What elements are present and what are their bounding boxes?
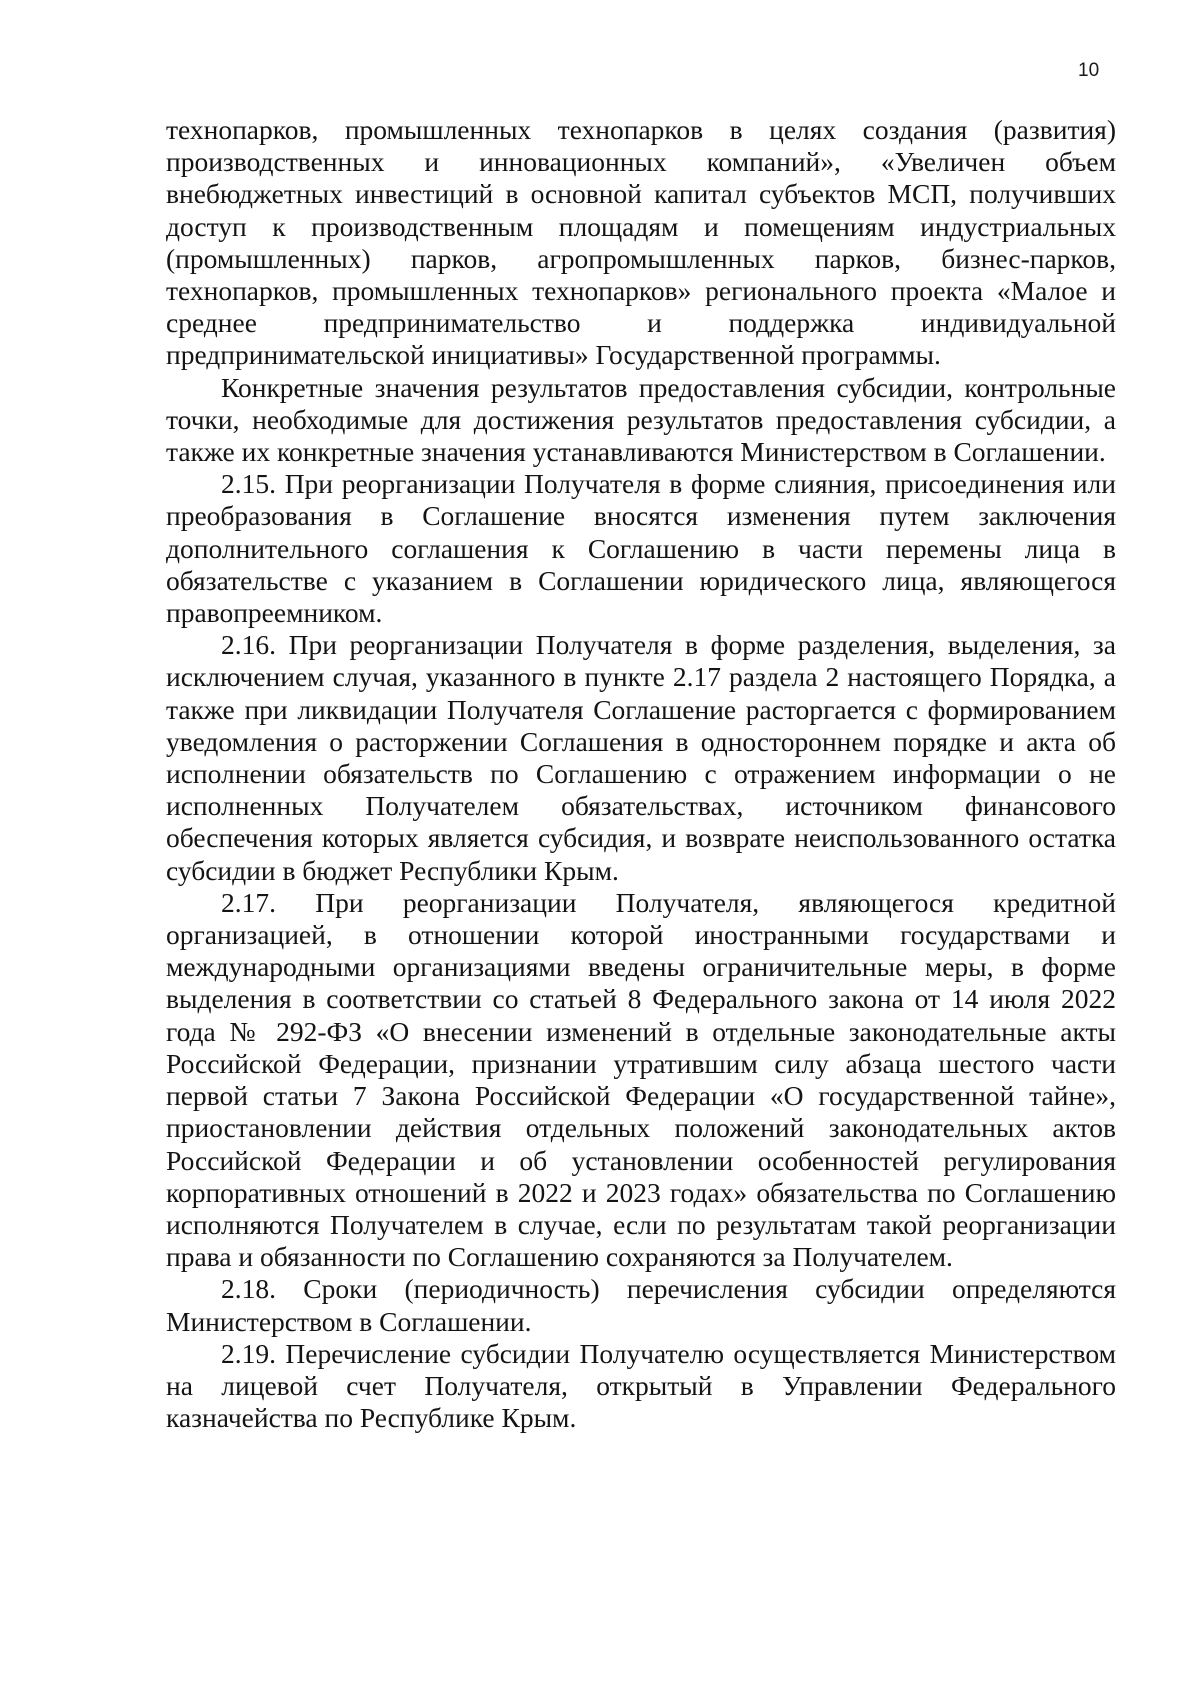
paragraph-2-19: 2.19. Перечисление субсидии Получателю осуществляется Министерством на лицевой счет Получателя, открытый в Управлении Федерального казначейства по Республике Крым. bbox=[166, 1337, 1116, 1434]
paragraph-2-18: 2.18. Сроки (периодичность) перечисления субсидии определяются Министерством в Соглашении. bbox=[166, 1273, 1116, 1337]
document-body bbox=[166, 114, 1116, 1434]
paragraph-result-values: Конкретные значения результатов предоставления субсидии, контрольные точки, необходимые для достижения результатов предоставления субсидии, а также их конкретные значения устанавливаются Министерством в Соглашении. bbox=[166, 371, 1116, 468]
paragraph-2-15: 2.15. При реорганизации Получателя в форме слияния, присоединения или преобразования в Соглашение вносятся изменения путем заключения дополнительного соглашения к Соглашению в части перемены лица в обязательстве с указанием в Соглашении юридического лица, являющегося правопреемником. bbox=[166, 468, 1116, 629]
page-number: 10 bbox=[1078, 60, 1100, 81]
paragraph-2-16: 2.16. При реорганизации Получателя в форме разделения, выделения, за исключением случая, указанного в пункте 2.17 раздела 2 настоящего Порядка, а также при ликвидации Получателя Соглашение расторгается с формированием уведомления о расторжении Соглашения в одностороннем порядке и акта об исполнении обязательств по Соглашению с отражением информации о не исполненных Получателем обязательствах, источником финансового обеспечения которых является субсидия, и возврате неиспользованного остатка субсидии в бюджет Республики Крым. bbox=[166, 629, 1116, 886]
paragraph-continuation: технопарков, промышленных технопарков в целях создания (развития) производственных и инновационных компаний», «Увеличен объем внебюджетных инвестиций в основной капитал субъектов МСП, получивших доступ к производственным площадям и помещениям индустриальных (промышленных) парков, агропромышленных парков, бизнес-парков, технопарков, промышленных технопарков» регионального проекта «Малое и среднее предпринимательство и поддержка индивидуальной предпринимательской инициативы» Государственной программы. bbox=[166, 114, 1116, 371]
paragraph-2-17: 2.17. При реорганизации Получателя, являющегося кредитной организацией, в отношении которой иностранными государствами и международными организациями введены ограничительные меры, в форме выделения в соответствии со статьей 8 Федерального закона от 14 июля 2022 года № 292-ФЗ «О внесении изменений в отдельные законодательные акты Российской Федерации, признании утратившим силу абзаца шестого части первой статьи 7 Закона Российской Федерации «О государственной тайне», приостановлении действия отдельных положений законодательных актов Российской Федерации и об установлении особенностей регулирования корпоративных отношений в 2022 и 2023 годах» обязательства по Соглашению исполняются Получателем в случае, если по результатам такой реорганизации права и обязанности по Соглашению сохраняются за Получателем. bbox=[166, 886, 1116, 1273]
